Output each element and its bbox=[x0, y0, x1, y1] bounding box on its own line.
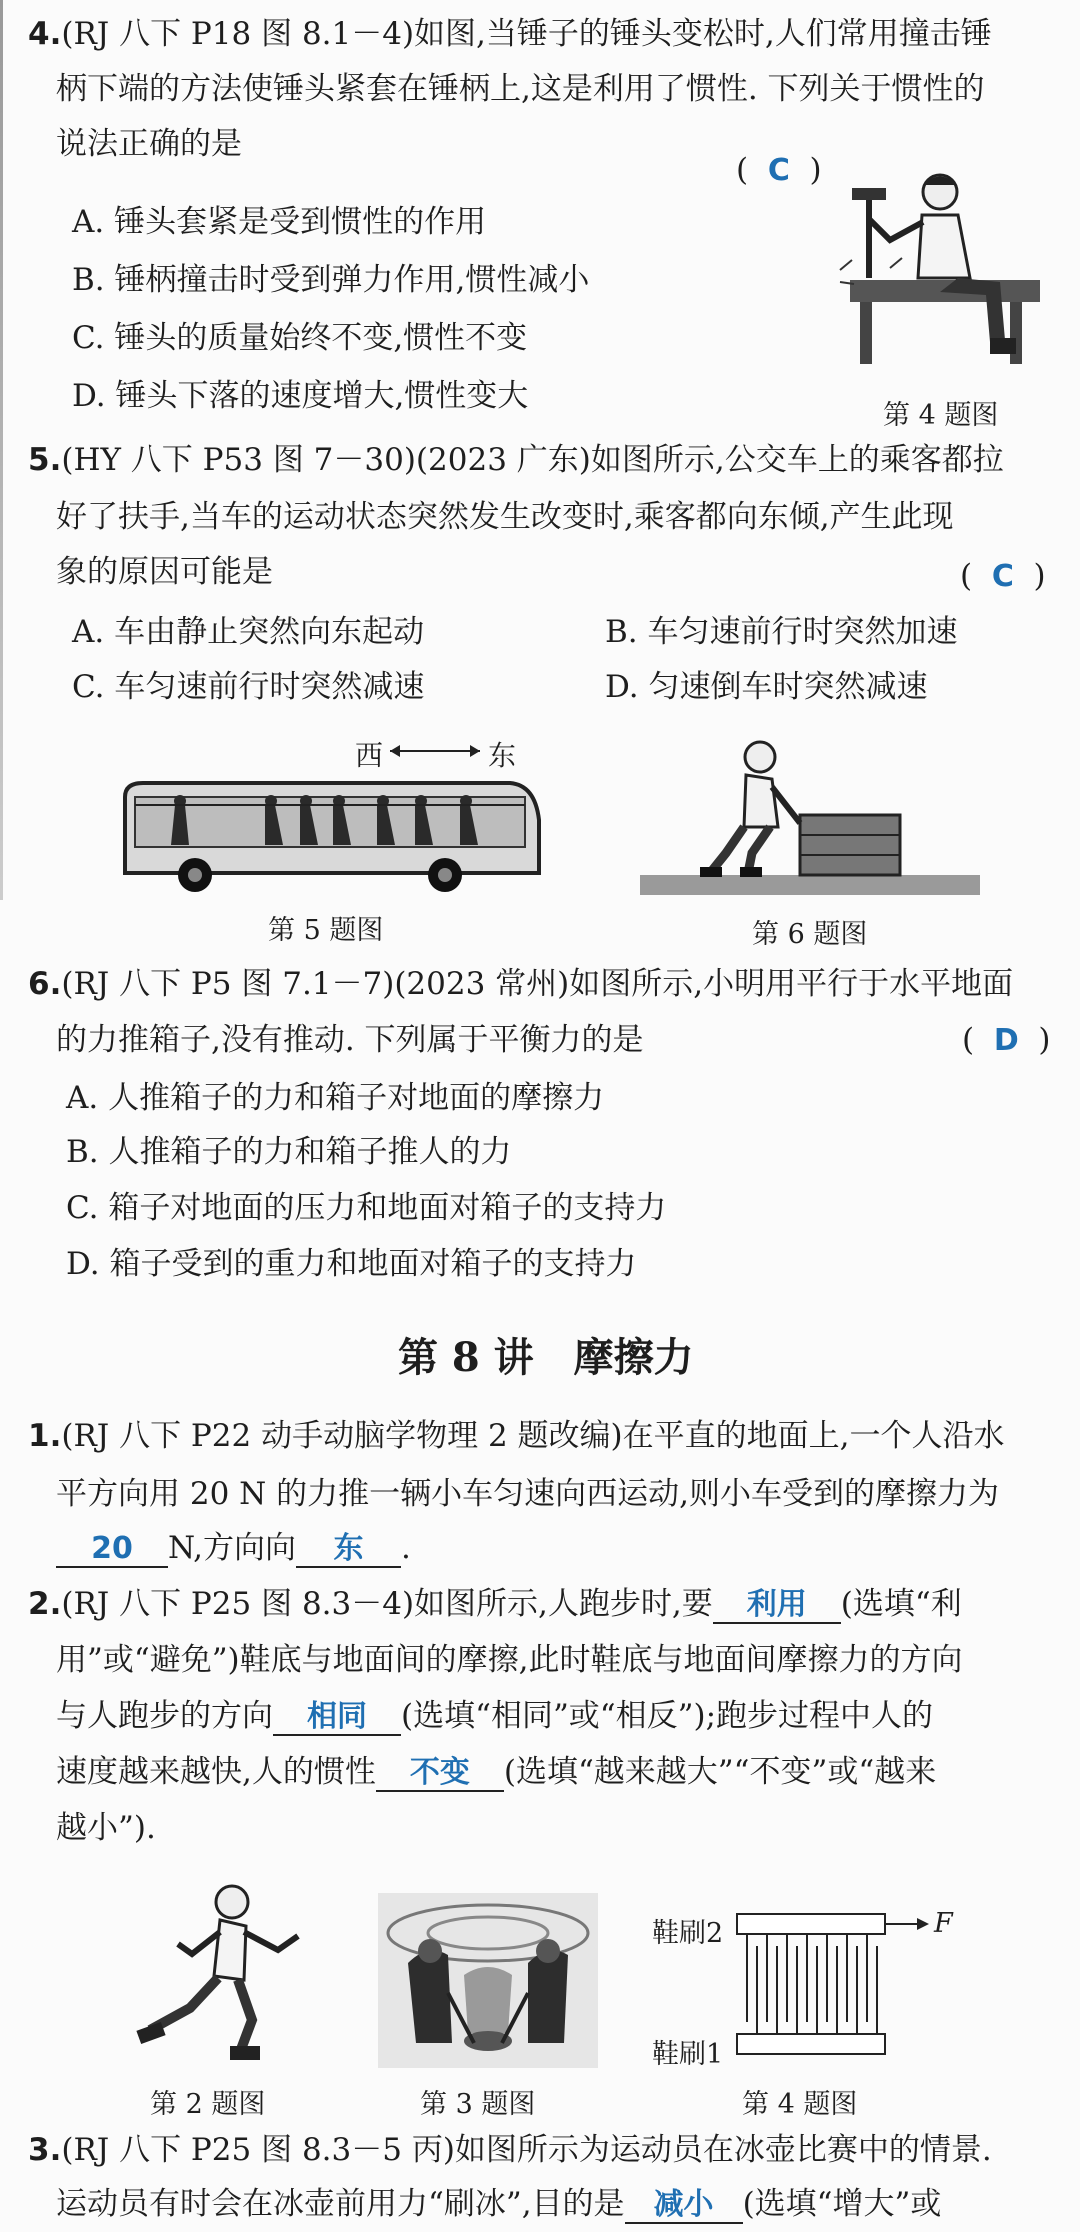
q5-answer-bracket: ( C ) bbox=[960, 558, 1046, 594]
s1-answer-1: 20 bbox=[91, 1531, 133, 1566]
s3-curling-figure bbox=[378, 1893, 598, 2068]
q4-option-c: C. 锤头的质量始终不变,惯性不变 bbox=[72, 320, 528, 356]
q5-stem-2: 好了扶手,当车的运动状态突然发生改变时,乘客都向东倾,产生此现 bbox=[56, 499, 954, 535]
q6-number: 6. bbox=[28, 966, 62, 1002]
q4-answer-bracket: ( C ) bbox=[736, 152, 822, 188]
q6-option-c: C. 箱子对地面的压力和地面对箱子的支持力 bbox=[66, 1190, 667, 1226]
q6-option-a: A. 人推箱子的力和箱子对地面的摩擦力 bbox=[66, 1080, 605, 1116]
q5-bus-figure bbox=[115, 775, 545, 895]
s2-stem-2: 用”或“避免”)鞋底与地面间的摩擦,此时鞋底与地面间摩擦力的方向 bbox=[56, 1642, 963, 1678]
q4-line-1 bbox=[28, 14, 992, 54]
shoe-brush-figure bbox=[733, 1910, 943, 2060]
s1-line-1 bbox=[28, 1416, 1004, 1456]
section-title: 第 8 讲 摩擦力 bbox=[398, 1334, 694, 1381]
q6-stem-2: 的力推箱子,没有推动. 下列属于平衡力的是 bbox=[56, 1022, 644, 1058]
s3-stem-1: (RJ 八下 P25 图 8.3－5 丙)如图所示为运动员在冰壶比赛中的情景. bbox=[61, 2132, 992, 2168]
q4-stem-1: (RJ 八下 P18 图 8.1－4)如图,当锤子的锤头变松时,人们常用撞击锤 bbox=[61, 16, 992, 52]
q6-push-box-figure bbox=[640, 735, 980, 900]
q6-stem-1: (RJ 八下 P5 图 7.1－7)(2023 常州)如图所示,小明用平行于水平地面 bbox=[61, 966, 1014, 1002]
brush-2-label: 鞋刷2 bbox=[652, 1918, 724, 1949]
q5-option-c: C. 车匀速前行时突然减速 bbox=[72, 669, 425, 705]
s1-line-3 bbox=[56, 1528, 411, 1568]
q5-option-d: D. 匀速倒车时突然减速 bbox=[605, 669, 928, 705]
q4-number: 4. bbox=[28, 16, 62, 52]
s1-answer-2: 东 bbox=[333, 1531, 364, 1566]
q5-stem-3: 象的原因可能是 bbox=[56, 554, 273, 590]
force-label: F bbox=[934, 1908, 953, 1939]
s3-stem-2b: (选填“增大”或 bbox=[742, 2186, 942, 2222]
s3-number: 3. bbox=[28, 2132, 62, 2168]
s2-stem-4: 速度越来越快,人的惯性 bbox=[56, 1754, 376, 1790]
q4-stem-3: 说法正确的是 bbox=[56, 126, 242, 162]
q4-stem-2: 柄下端的方法使锤头紧套在锤柄上,这是利用了惯性. 下列关于惯性的 bbox=[56, 71, 985, 107]
s3-figure-caption: 第 3 题图 bbox=[420, 2089, 536, 2120]
s1-stem-1: (RJ 八下 P22 动手动脑学物理 2 题改编)在平直的地面上,一个人沿水 bbox=[61, 1418, 1005, 1454]
s2-blank-3 bbox=[376, 1755, 504, 1792]
q5-option-a: A. 车由静止突然向东起动 bbox=[72, 614, 425, 650]
direction-arrow-icon bbox=[386, 741, 484, 761]
q5-figure-caption: 第 5 题图 bbox=[268, 915, 384, 946]
s2-stem-3b: (选填“相同”或“相反”);跑步过程中人的 bbox=[401, 1698, 934, 1734]
q6-option-b: B. 人推箱子的力和箱子推人的力 bbox=[66, 1134, 512, 1170]
s2-answer-1: 利用 bbox=[746, 1587, 807, 1622]
s3-stem-2: 运动员有时会在冰壶前用力“刷冰”,目的是 bbox=[56, 2186, 625, 2222]
page-edge-line bbox=[0, 0, 3, 900]
q6-answer: D bbox=[993, 1023, 1019, 1058]
s1-mid-text: N,方向向 bbox=[168, 1530, 296, 1566]
s2-stem-3: 与人跑步的方向 bbox=[56, 1698, 273, 1734]
s1-stem-2: 平方向用 20 N 的力推一辆小车匀速向西运动,则小车受到的摩擦力为 bbox=[56, 1476, 999, 1512]
q6-answer-bracket: ( D ) bbox=[962, 1022, 1051, 1058]
direction-west: 西 bbox=[355, 739, 384, 772]
s2-line-4 bbox=[56, 1752, 936, 1792]
q4-option-a: A. 锤头套紧是受到惯性的作用 bbox=[72, 204, 487, 240]
q6-figure-caption: 第 6 题图 bbox=[752, 919, 868, 950]
q4-option-b: B. 锤柄撞击时受到弹力作用,惯性减小 bbox=[72, 262, 590, 298]
s3-blank-1 bbox=[625, 2187, 743, 2224]
s3-line-2 bbox=[56, 2184, 941, 2224]
s2-stem-1b: (选填“利 bbox=[840, 1586, 962, 1622]
s4-figure-caption: 第 4 题图 bbox=[742, 2089, 858, 2120]
q5-answer: C bbox=[991, 559, 1014, 594]
s2-stem-1: (RJ 八下 P25 图 8.3－4)如图所示,人跑步时,要 bbox=[61, 1586, 713, 1622]
s3-answer-1: 减小 bbox=[653, 2187, 714, 2222]
s2-stem-4b: (选填“越来越大”“不变”或“越来 bbox=[503, 1754, 937, 1790]
s1-blank-1 bbox=[56, 1531, 168, 1568]
s2-stem-5: 越小”). bbox=[56, 1810, 156, 1846]
q5-line-1 bbox=[28, 440, 1004, 480]
s1-end-text: . bbox=[401, 1530, 411, 1566]
q4-option-d: D. 锤头下落的速度增大,惯性变大 bbox=[72, 378, 529, 414]
s2-line-1 bbox=[28, 1584, 962, 1624]
q4-answer: C bbox=[767, 153, 790, 188]
s3-line-1 bbox=[28, 2130, 992, 2170]
s2-answer-3: 不变 bbox=[409, 1755, 470, 1790]
s2-blank-1 bbox=[713, 1587, 841, 1624]
brush-1-label: 鞋刷1 bbox=[652, 2039, 724, 2070]
q6-line-1 bbox=[28, 964, 1013, 1004]
s1-number: 1. bbox=[28, 1418, 62, 1454]
q5-stem-1: (HY 八下 P53 图 7－30)(2023 广东)如图所示,公交车上的乘客都拉 bbox=[61, 442, 1004, 478]
s2-answer-2: 相同 bbox=[307, 1699, 367, 1734]
q4-figure-caption: 第 4 题图 bbox=[883, 400, 999, 431]
q6-option-d: D. 箱子受到的重力和地面对箱子的支持力 bbox=[66, 1246, 637, 1282]
q4-hammer-figure bbox=[830, 160, 1050, 380]
q5-option-b: B. 车匀速前行时突然加速 bbox=[605, 614, 958, 650]
direction-east: 东 bbox=[488, 739, 517, 772]
s2-number: 2. bbox=[28, 1586, 62, 1622]
s2-line-3 bbox=[56, 1696, 933, 1736]
q5-number: 5. bbox=[28, 442, 62, 478]
s1-blank-2 bbox=[296, 1531, 401, 1568]
s2-blank-2 bbox=[273, 1699, 401, 1736]
s2-runner-figure bbox=[120, 1880, 320, 2065]
s2-figure-caption: 第 2 题图 bbox=[150, 2089, 266, 2120]
